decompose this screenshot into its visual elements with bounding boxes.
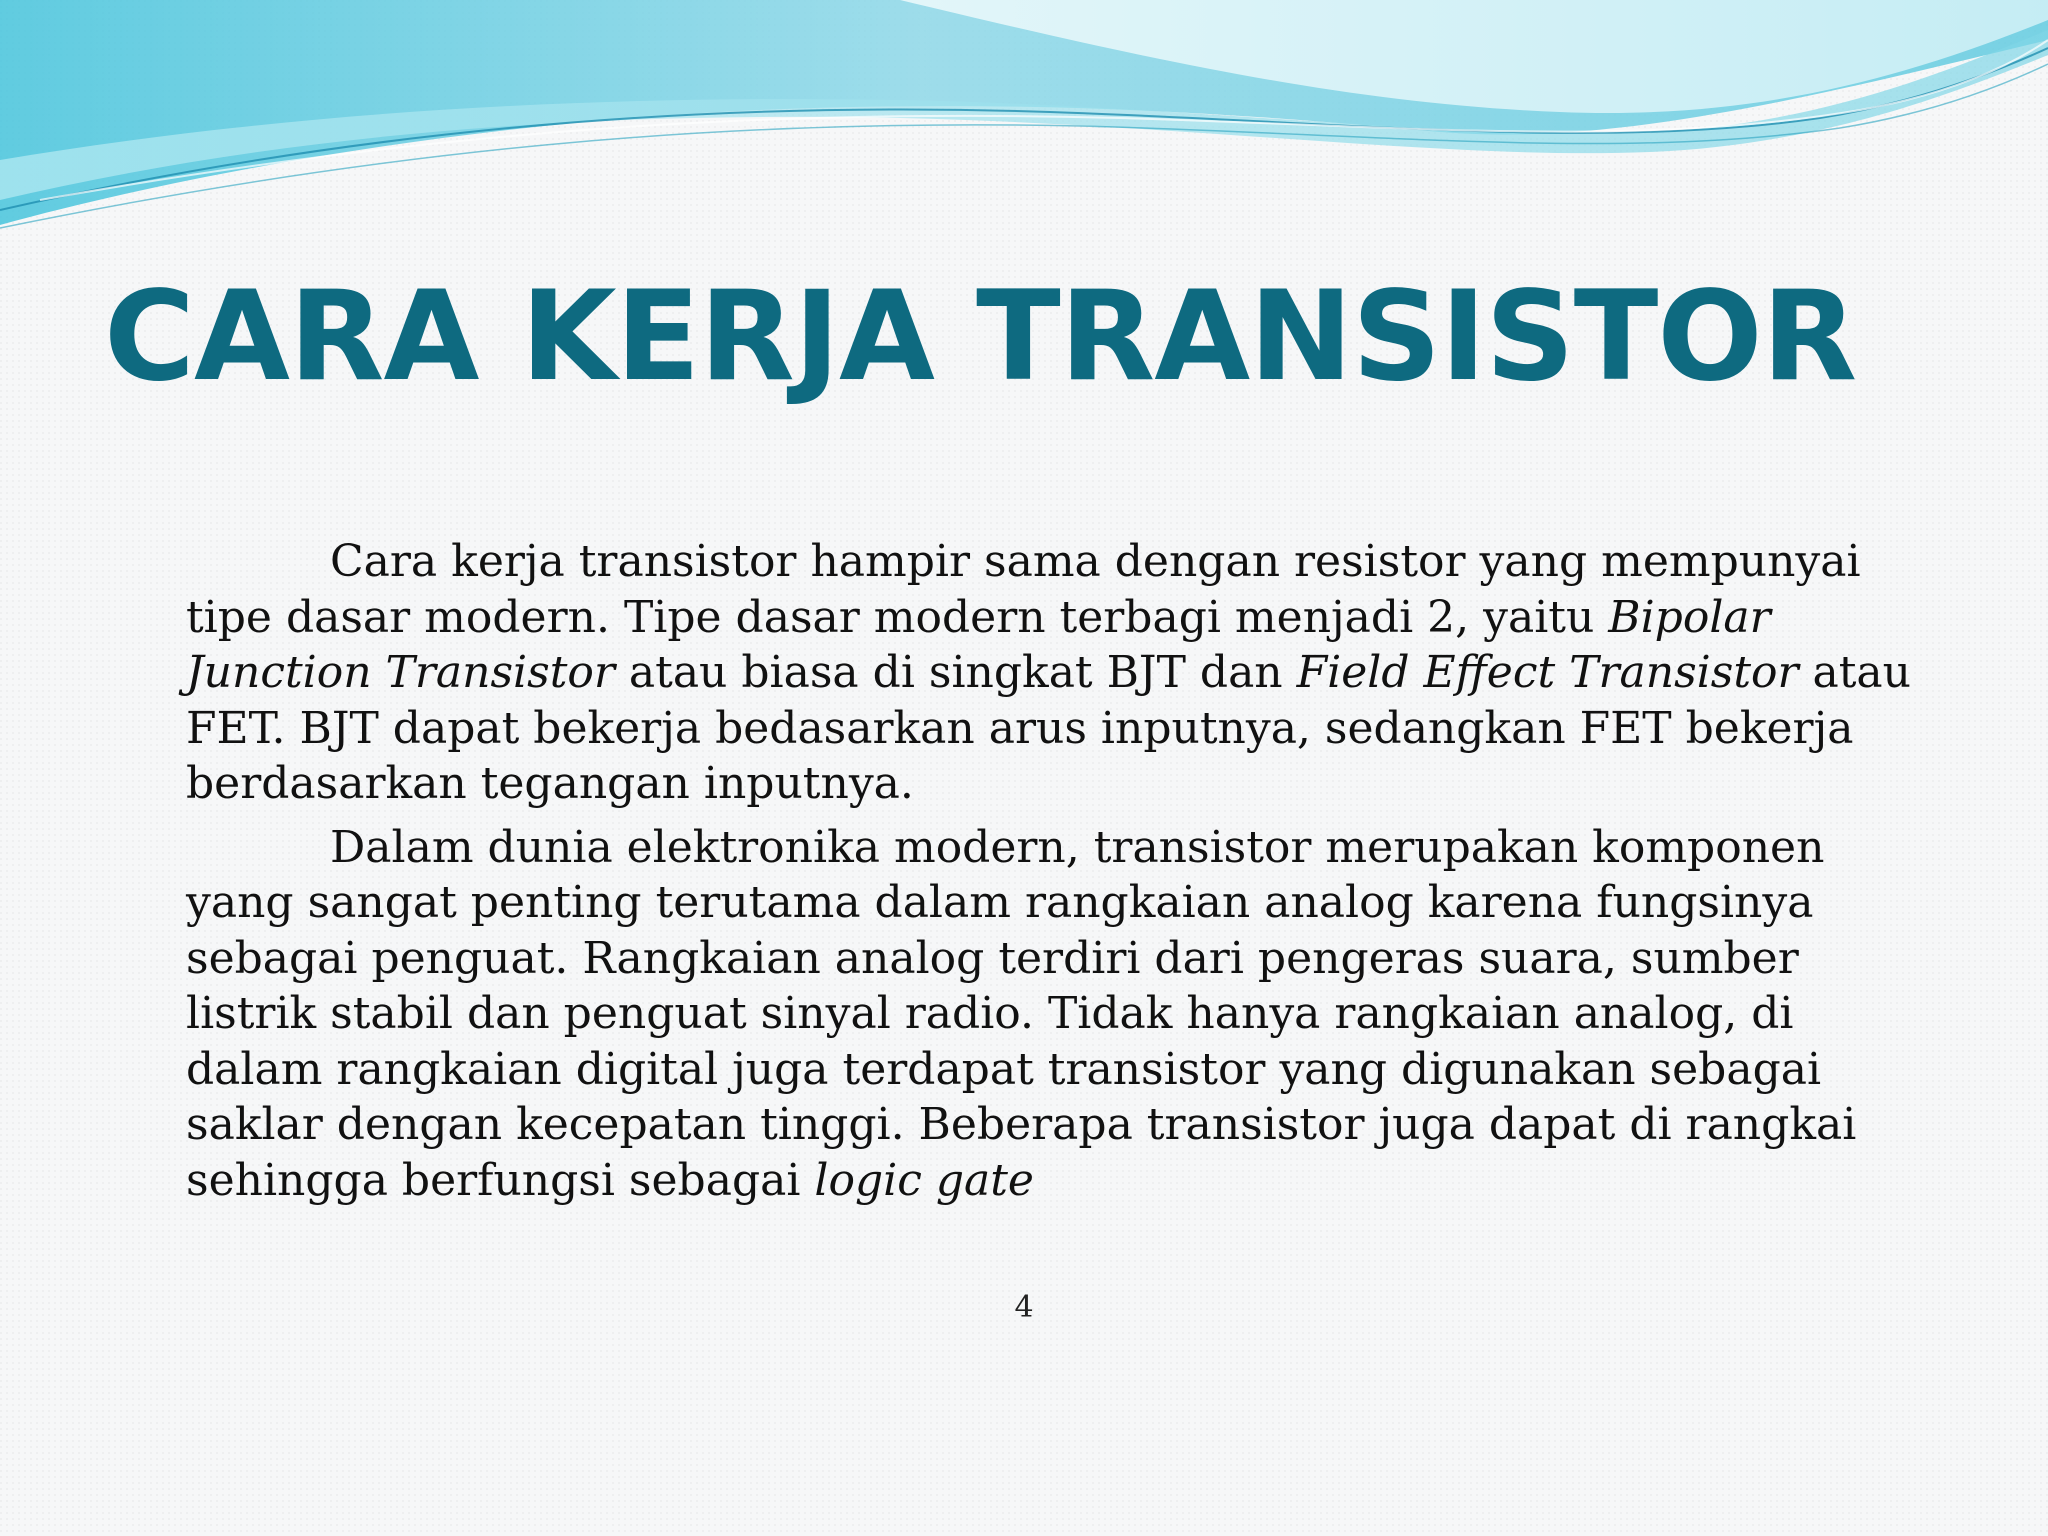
paragraph-1-italic-2: Field Effect Transistor [1296,647,1799,698]
paragraph-1-text-1: Cara kerja transistor hampir sama dengan resistor yang mempunyai tipe dasar modern. Tipe dasar modern terbagi menjadi 2, yaitu [186,536,1861,643]
paragraph-2-italic-1: logic gate [814,1154,1034,1206]
paragraph-1-text-2: atau biasa di singkat BJT dan [614,647,1297,698]
paragraph-1 [186,534,1916,812]
paragraph-2 [186,820,1916,1209]
paragraph-1-text-3: atau FET. BJT dapat bekerja bedasarkan arus inputnya, sedangkan FET bekerja berdasarkan tegangan inputnya. [186,647,1912,809]
page-number: 4 [1014,1290,1034,1325]
slide-title: CARA KERJA TRANSISTOR [104,265,1857,409]
decorative-wave-header [0,0,2048,240]
slide-body [186,534,1916,1216]
paragraph-1-italic-1: Bipolar Junction Transistor [186,591,1771,698]
paragraph-2-text-1: Dalam dunia elektronika modern, transistor merupakan komponen yang sangat penting terutama dalam rangkaian analog karena fungsinya sebagai penguat. Rangkaian analog terdiri dari pengeras suara, sumber listrik stabil dan penguat sinyal radio. Tidak hanya rangkaian analog, di dalam rangkaian digital juga terdapat transistor yang digunakan sebagai saklar dengan kecepatan tinggi. Beberapa transistor juga dapat di rangkai sehingga berfungsi sebagai [186,821,1857,1206]
